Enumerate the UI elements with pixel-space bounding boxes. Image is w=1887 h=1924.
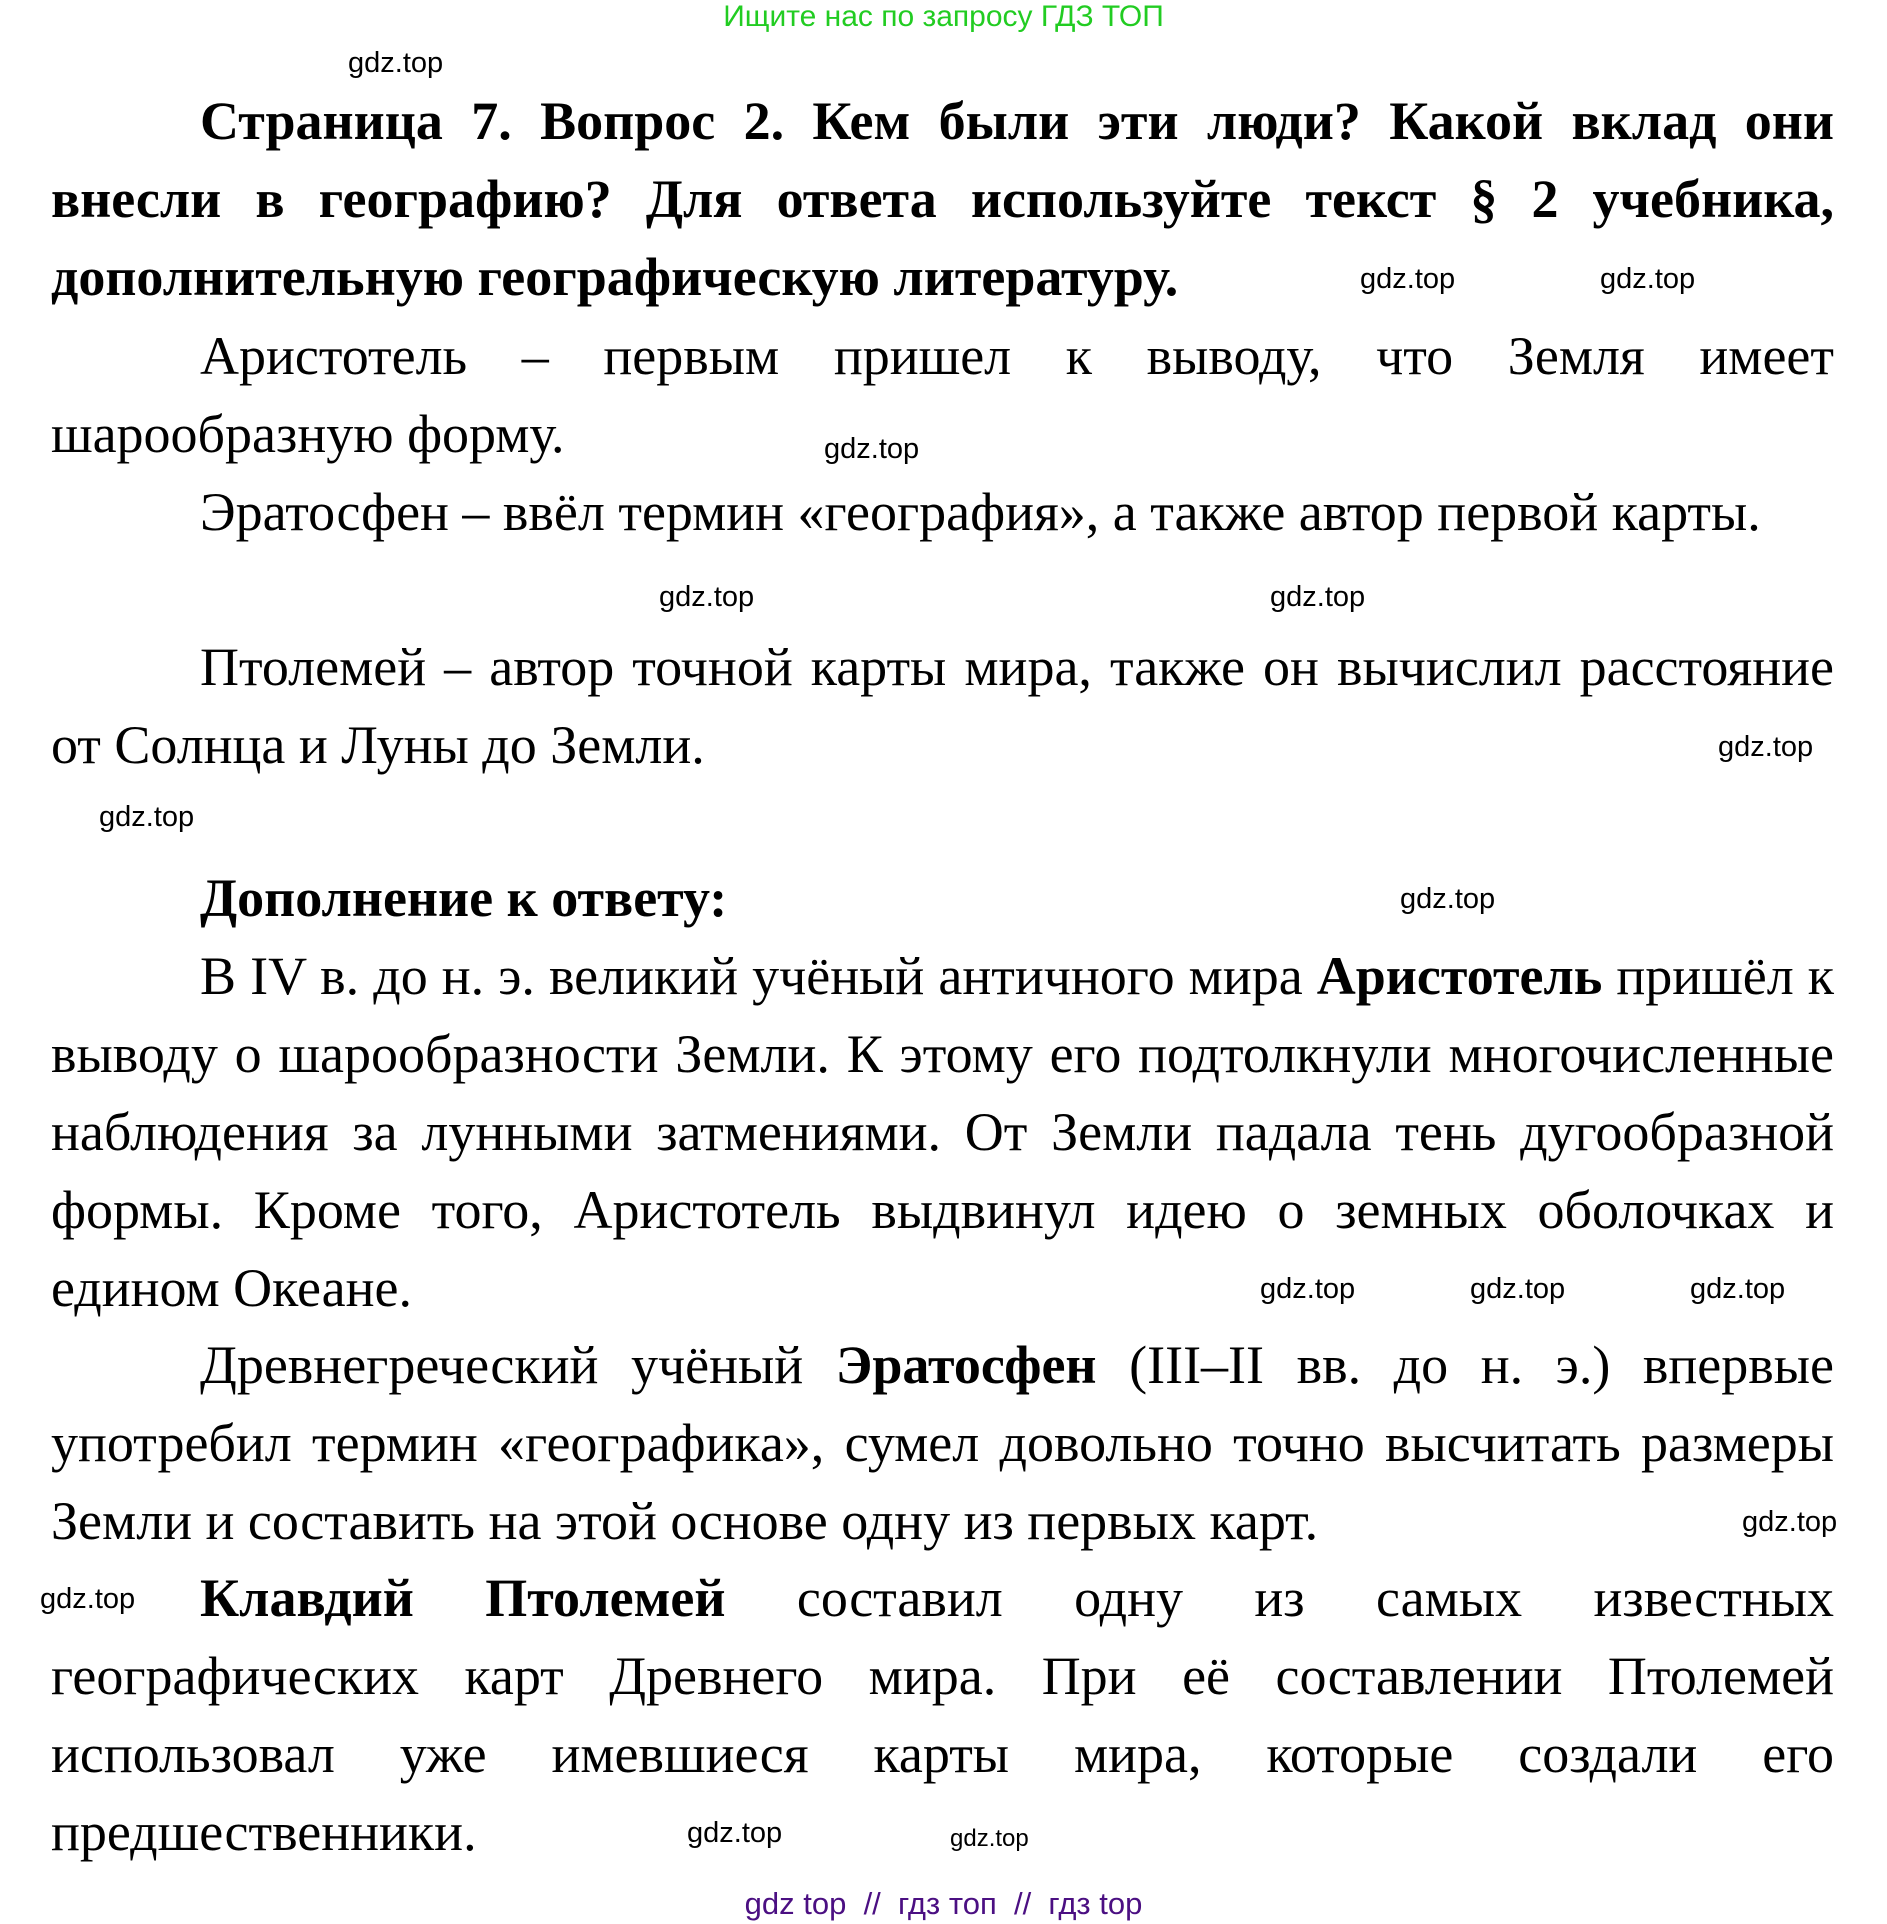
text: Древнегреческий учёный (200, 1335, 836, 1395)
watermark: gdz.top (40, 1583, 136, 1615)
text: пришёл к выводу о шарообразности Земли. К этому его подтолкнули многочисленные наблюдения за лунными затмениями. От Земли падала тень дугообразной формы. Кроме того, Аристотель выдвинул идею о земных оболочках и едином Океане. (51, 946, 1834, 1318)
watermark: gdz.top (1718, 731, 1814, 763)
watermark: gdz.top (1360, 263, 1456, 295)
watermark: gdz.top (1470, 1273, 1566, 1305)
watermark: gdz.top (1742, 1506, 1838, 1538)
watermark: gdz.top (1600, 263, 1696, 295)
addition-heading: Дополнение к ответу: (200, 868, 728, 928)
answer-paragraph: Птолемей – автор точной карты мира, также он вычислил расстояние от Солнца и Луны до Земли. (51, 637, 1834, 775)
watermark: gdz.top (950, 1825, 1029, 1852)
watermark: gdz.top (824, 433, 920, 465)
watermark: gdz.top (1400, 883, 1496, 915)
addition-paragraph-ptolemy (51, 1559, 1834, 1871)
text: (III–II вв. до н. э.) впервые употребил термин «географика», сумел довольно точно высчитать размеры Земли и составить на этой основе одну из первых карт. (51, 1335, 1834, 1551)
text: составил одну из самых известных географических карт Древнего мира. При её составлении Птолемей использовал уже имевшиеся карты мира, которые создали его предшественники. (51, 1568, 1834, 1862)
text: В IV в. до н. э. великий учёный античного мира (200, 946, 1317, 1006)
answer-paragraph: Аристотель – первым пришел к выводу, что Земля имеет шарообразную форму. (51, 326, 1834, 464)
name-bold: Эратосфен (835, 1335, 1097, 1395)
footer-links: gdz top // гдз топ // гдз top (744, 1886, 1143, 1921)
watermark: gdz.top (687, 1817, 783, 1849)
addition-paragraph-eratosthenes (51, 1326, 1834, 1560)
answer-paragraph: Эратосфен – ввёл термин «география», а также автор первой карты. (200, 482, 1761, 542)
watermark: gdz.top (1690, 1273, 1786, 1305)
watermark: gdz.top (99, 801, 195, 833)
watermark: gdz.top (1270, 581, 1366, 613)
watermark: gdz.top (348, 47, 444, 79)
name-bold: Клавдий Птолемей (200, 1568, 726, 1628)
search-banner: Ищите нас по запросу ГДЗ ТОП (723, 0, 1164, 33)
watermark: gdz.top (1260, 1273, 1356, 1305)
addition-paragraph-aristotle (51, 937, 1834, 1327)
name-bold: Аристотель (1316, 946, 1603, 1006)
question-title: Страница 7. Вопрос 2. Кем были эти люди? Какой вклад они внесли в географию? Для ответа используйте текст § 2 учебника, дополнительную географическую литературу. (51, 91, 1834, 307)
watermark: gdz.top (659, 581, 755, 613)
